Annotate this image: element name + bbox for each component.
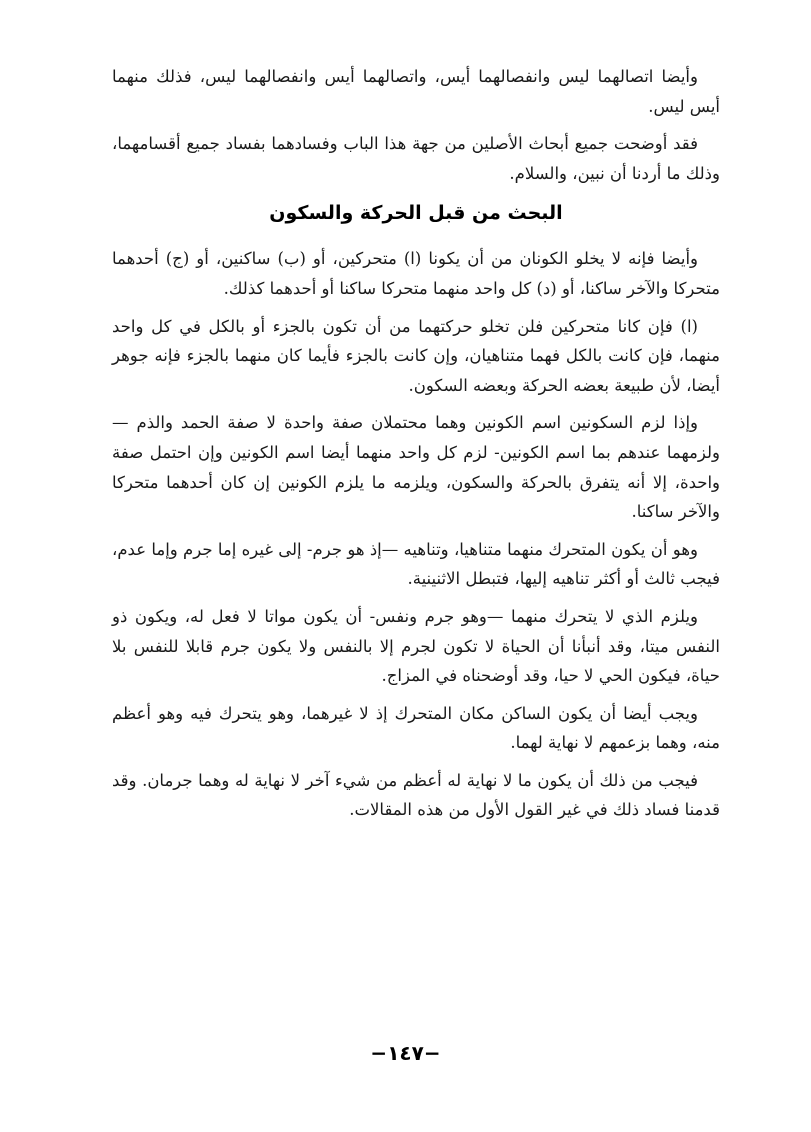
body-text [112,62,720,833]
paragraph: وإذا لزم السكونين اسم الكونين وهما محتملان صفة واحدة لا صفة الحمد والذم —ولزمهما عندهم بما اسم الكونين- لزم كل واحد منهما أيضا اسم الكونين وإن احتمل صفة واحدة، إلا أنه يتفرق بالحركة والسكون، ويلزمه ما يلزم الكونين إن كان أحدهما متحركا والآخر ساكنا. [112,413,720,522]
paragraph: ويلزم الذي لا يتحرك منهما —وهو جرم ونفس- أن يكون مواتا لا فعل له، ويكون ذو النفس ميتا، وقد أنبأنا أن الحياة لا تكون لجرم إلا بالنفس ولا يكون جرم قابلا للنفس بلا حياة، فيكون الحي لا حيا، وقد أوضحناه في المزاج. [112,606,720,686]
paragraph: وأيضا اتصالهما ليس وانفصالهما أيس، واتصالهما أيس وانفصالهما ليس، فذلك منهما أيس ليس. [112,67,720,116]
paragraph: وأيضا فإنه لا يخلو الكونان من أن يكونا (ا) متحركين، أو (ب) ساكنين، أو (ج) أحدهما متحركا والآخر ساكنا، أو (د) كل واحد منهما متحركا ساكنا أو أحدهما كذلك. [112,249,720,298]
paragraph: فيجب من ذلك أن يكون ما لا نهاية له أعظم من شيء آخر لا نهاية له وهما جرمان. وقد قدمنا فساد ذلك في غير القول الأول من هذه المقالات. [112,770,720,820]
section-heading: البحث من قبل الحركة والسكون [269,202,563,225]
paragraph: ويجب أيضا أن يكون الساكن مكان المتحرك إذ لا غيرهما، وهو يتحرك فيه وهو أعظم منه، وهما بزعمهم لا نهاية لهما. [112,703,720,753]
paragraph: (ا) فإن كانا متحركين فلن تخلو حركتهما من أن تكون بالجزء أو بالكل في كل واحد منهما، فإن كانت بالكل فهما متناهيان، وإن كانت بالجزء فأيما كان منهما بالجزء فإنه جوهر أيضا، لأن طبيعة بعضه الحركة وبعضه السكون. [112,316,720,395]
page-number: −١٤٧− [370,1041,441,1065]
paragraph: فقد أوضحت جميع أبحاث الأصلين من جهة هذا الباب وفسادهما بفساد جميع أقسامهما، وذلك ما أردنا أن نبين، والسلام. [112,134,720,183]
paragraph: وهو أن يكون المتحرك منهما متناهيا، وتناهيه —إذ هو جرم- إلى غيره إما جرم وإما عدم، فيجب ثالث أو أكثر تناهيه إليها، فتبطل الاثنينية. [112,539,720,589]
